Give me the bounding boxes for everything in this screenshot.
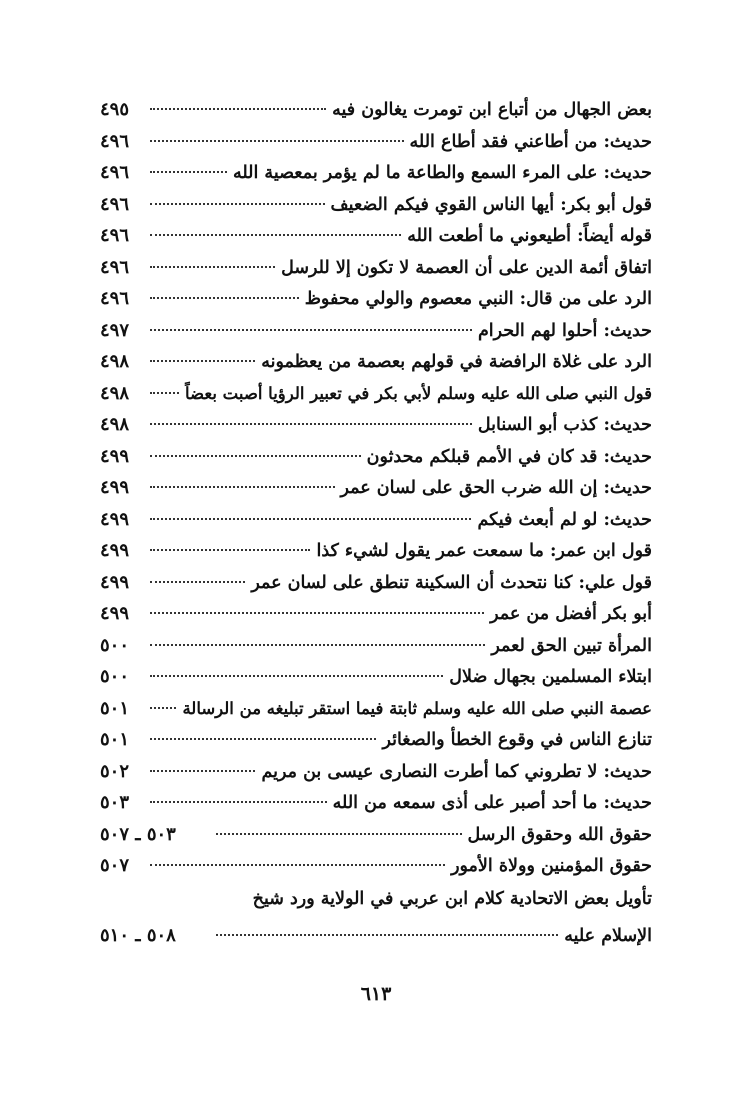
toc-entry bbox=[100, 693, 652, 725]
toc-entry-title: حديث: من أطاعني فقد أطاع الله bbox=[409, 131, 652, 152]
dot-leader bbox=[216, 933, 558, 936]
toc-entry-title: اتفاق أئمة الدين على أن العصمة لا تكون إلا للرسل bbox=[281, 257, 652, 278]
toc-entry-page: ٤٩٦ bbox=[100, 162, 130, 183]
toc-entry bbox=[100, 94, 652, 126]
dot-leader bbox=[150, 674, 443, 677]
toc-entry-title: قول النبي صلى الله عليه وسلم لأبي بكر في تعبير الرؤيا أصبت بعضاً bbox=[185, 383, 652, 403]
toc-entry-page: ٤٩٦ bbox=[100, 288, 130, 309]
toc-entry-page: ٤٩٨ bbox=[100, 382, 130, 404]
toc-entry bbox=[100, 819, 652, 851]
toc-entry bbox=[100, 661, 652, 693]
toc-entry-title: ابتلاء المسلمين بجهال ضلال bbox=[449, 667, 652, 687]
page-number: ٦١٣ bbox=[360, 983, 392, 1005]
toc-entry-page: ٥٠٣ ـ ٥٠٧ bbox=[100, 823, 176, 845]
toc-entry-multiline-second bbox=[100, 916, 652, 956]
toc-entry-title: بعض الجهال من أتباع ابن تومرت يغالون فيه bbox=[332, 100, 652, 120]
dot-leader bbox=[150, 170, 227, 173]
toc-entry-title: الرد على من قال: النبي معصوم والولي محفوظ bbox=[304, 289, 652, 309]
toc-entry-title: حديث: أحلوا لهم الحرام bbox=[477, 320, 652, 341]
toc-entry-title-continued: الإسلام عليه bbox=[564, 925, 652, 946]
dot-leader bbox=[150, 139, 404, 142]
toc-entry-page: ٥٠٠ bbox=[100, 634, 130, 656]
table-of-contents bbox=[100, 94, 652, 956]
toc-entry-title: حديث: إن الله ضرب الحق على لسان عمر bbox=[340, 478, 652, 498]
toc-entry bbox=[100, 252, 652, 284]
dot-leader bbox=[150, 800, 327, 803]
toc-entry bbox=[100, 850, 652, 882]
toc-entry-page: ٤٩٥ bbox=[100, 99, 130, 120]
dot-leader bbox=[150, 485, 335, 488]
toc-entry-title: عصمة النبي صلى الله عليه وسلم ثابتة فيما استقر تبليغه من الرسالة bbox=[182, 698, 652, 718]
toc-entry-title: حديث: ما أحد أصبر على أذى سمعه من الله bbox=[332, 793, 652, 813]
toc-entry-title: حقوق الله وحقوق الرسل bbox=[467, 824, 652, 845]
toc-entry bbox=[100, 189, 652, 221]
toc-entry-title: حديث: لا تطروني كما أطرت النصارى عيسى بن مريم bbox=[261, 761, 652, 782]
dot-leader bbox=[150, 265, 275, 268]
toc-entry bbox=[100, 724, 652, 756]
toc-entry bbox=[100, 630, 652, 662]
dot-leader bbox=[150, 107, 326, 110]
toc-entry bbox=[100, 378, 652, 410]
dot-leader bbox=[150, 643, 485, 646]
toc-entry bbox=[100, 787, 652, 819]
dot-leader bbox=[150, 328, 472, 331]
toc-entry-page: ٤٩٦ bbox=[100, 225, 130, 246]
toc-entry-page: ٥٠٣ bbox=[100, 792, 130, 813]
dot-leader bbox=[150, 202, 325, 205]
toc-entry bbox=[100, 567, 652, 599]
toc-entry-title: الرد على غلاة الرافضة في قولهم بعصمة من يعظمونه bbox=[261, 352, 652, 372]
toc-entry-page: ٥٠٧ bbox=[100, 855, 130, 876]
toc-entry-page: ٥٠١ bbox=[100, 729, 130, 750]
toc-entry-title: أبو بكر أفضل من عمر bbox=[490, 604, 652, 624]
toc-entry-page: ٤٩٦ bbox=[100, 256, 130, 278]
dot-leader bbox=[150, 517, 471, 520]
toc-entry-page: ٤٩٩ bbox=[100, 445, 130, 467]
toc-entry bbox=[100, 283, 652, 315]
toc-entry bbox=[100, 472, 652, 504]
dot-leader bbox=[150, 391, 179, 394]
dot-leader bbox=[150, 769, 255, 772]
toc-entry-multiline-first bbox=[100, 882, 652, 916]
toc-entry-page: ٥٠١ bbox=[100, 697, 130, 719]
toc-entry bbox=[100, 315, 652, 347]
toc-entry-title: حديث: لو لم أبعث فيكم bbox=[477, 509, 652, 530]
toc-entry-page: ٤٩٨ bbox=[100, 351, 130, 372]
toc-entry-page: ٤٩٩ bbox=[100, 571, 130, 593]
toc-entry-title: تنازع الناس في وقوع الخطأ والصغائر bbox=[382, 730, 652, 750]
toc-entry-page: ٤٩٩ bbox=[100, 508, 130, 530]
toc-entry-title: حديث: على المرء السمع والطاعة ما لم يؤمر بمعصية الله bbox=[232, 163, 652, 183]
toc-entry-page: ٥٠٨ ـ ٥١٠ bbox=[100, 924, 176, 946]
toc-entry-title: حقوق المؤمنين وولاة الأمور bbox=[451, 856, 652, 876]
toc-entry-page: ٤٩٦ bbox=[100, 193, 130, 215]
toc-entry-page: ٤٩٩ bbox=[100, 477, 130, 498]
toc-entry bbox=[100, 220, 652, 252]
dot-leader bbox=[150, 454, 361, 457]
toc-entry-page: ٤٩٨ bbox=[100, 414, 130, 435]
toc-entry-page: ٥٠٠ bbox=[100, 666, 130, 687]
toc-entry bbox=[100, 346, 652, 378]
toc-entry bbox=[100, 126, 652, 158]
dot-leader bbox=[150, 611, 484, 614]
toc-entry bbox=[100, 409, 652, 441]
toc-entry-page: ٤٩٧ bbox=[100, 319, 130, 341]
toc-entry bbox=[100, 598, 652, 630]
toc-entry-title: قول ابن عمر: ما سمعت عمر يقول لشيء كذا bbox=[316, 541, 652, 561]
dot-leader bbox=[150, 233, 401, 236]
toc-entry-page: ٥٠٢ bbox=[100, 760, 130, 782]
toc-entry-page: ٤٩٩ bbox=[100, 540, 130, 561]
toc-entry-title: قول أبو بكر: أيها الناس القوي فيكم الضعيف bbox=[330, 194, 652, 215]
dot-leader bbox=[150, 706, 176, 709]
toc-entry-title: المرأة تبين الحق لعمر bbox=[491, 635, 652, 656]
toc-entry-title: قول علي: كنا نتحدث أن السكينة تنطق على لسان عمر bbox=[251, 572, 652, 593]
toc-entry bbox=[100, 157, 652, 189]
toc-entry-page: ٤٩٩ bbox=[100, 603, 130, 624]
dot-leader bbox=[150, 863, 445, 866]
toc-entry bbox=[100, 441, 652, 473]
toc-entry-title: قوله أيضاً: أطيعوني ما أطعت الله bbox=[407, 226, 652, 246]
dot-leader bbox=[150, 580, 245, 583]
toc-entry bbox=[100, 756, 652, 788]
dot-leader bbox=[150, 296, 299, 299]
dot-leader bbox=[150, 548, 310, 551]
toc-entry-title: حديث: كذب أبو السنابل bbox=[477, 415, 652, 435]
dot-leader bbox=[216, 832, 462, 835]
toc-entry-page: ٤٩٦ bbox=[100, 130, 130, 152]
toc-entry-title: تأويل بعض الاتحادية كلام ابن عربي في الولاية ورد شيخ bbox=[252, 888, 652, 909]
dot-leader bbox=[150, 737, 376, 740]
dot-leader bbox=[150, 422, 472, 425]
toc-entry bbox=[100, 535, 652, 567]
dot-leader bbox=[150, 359, 255, 362]
toc-entry-title: حديث: قد كان في الأمم قبلكم محدثون bbox=[366, 446, 652, 467]
toc-entry bbox=[100, 504, 652, 536]
